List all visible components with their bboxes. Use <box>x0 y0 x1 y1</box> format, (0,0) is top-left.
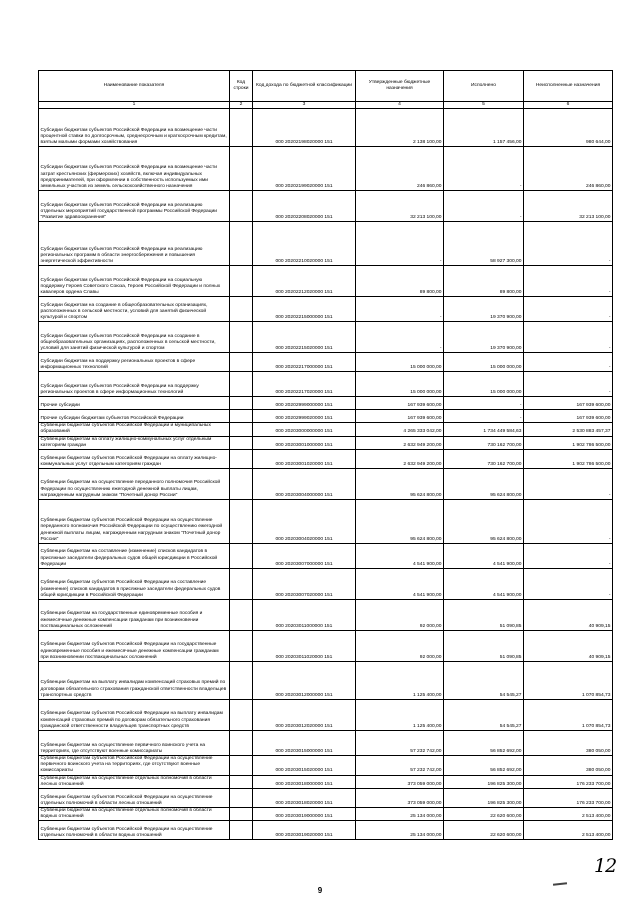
table-row <box>39 500 613 544</box>
row-income-code: 000 20202210020000 151 <box>253 222 356 266</box>
row-unexecuted: 980 644,00 <box>524 109 613 147</box>
table-row <box>39 631 613 662</box>
row-income-code: 000 20202217020000 151 <box>253 372 356 397</box>
row-unexecuted: - <box>524 353 613 372</box>
header-income-code: Код дохода по бюджетной классификации <box>253 71 356 102</box>
table-row <box>39 109 613 147</box>
row-executed: 730 162 700,00 <box>444 450 524 469</box>
table-row <box>39 450 613 469</box>
row-unexecuted: 2 513 400,00 <box>524 821 613 840</box>
table-row <box>39 700 613 731</box>
row-income-code: 000 20203011000000 151 <box>253 600 356 631</box>
row-executed: 95 624 800,00 <box>444 469 524 500</box>
table-row <box>39 808 613 821</box>
row-unexecuted: 1 070 854,73 <box>524 662 613 700</box>
row-name: Субвенции бюджетам субъектов Российской Федерации на выплату инвалидам компенсаций страховых премий по договорам обязательного страхования гражданской ответственности владельцев транспортных средств <box>39 700 230 731</box>
row-name: Субвенции бюджетам субъектов Российской Федерации на оплату жилищно-коммунальных услуг отдельным категориям граждан <box>39 450 230 469</box>
header-unexecuted: Неисполненные назначения <box>524 71 613 102</box>
row-income-code: 000 20203012000000 151 <box>253 662 356 700</box>
row-approved: 167 939 600,00 <box>356 397 444 410</box>
row-executed: 56 852 692,00 <box>444 731 524 756</box>
row-line-code <box>230 266 253 297</box>
row-line-code <box>230 756 253 776</box>
row-name: Субвенции бюджетам на государственные единовременные пособия и ежемесячные денежные компенсации гражданам при возникновении поствакцинальных осложнений <box>39 600 230 631</box>
column-number: 1 <box>39 102 230 109</box>
row-unexecuted: 40 909,15 <box>524 631 613 662</box>
row-executed: 15 000 000,00 <box>444 372 524 397</box>
row-line-code <box>230 109 253 147</box>
row-line-code <box>230 789 253 808</box>
row-income-code: 000 20202217000000 151 <box>253 353 356 372</box>
row-line-code <box>230 397 253 410</box>
header-line-code: Код строки <box>230 71 253 102</box>
row-income-code: 000 20203019000000 151 <box>253 808 356 821</box>
row-income-code: 000 20202212020000 151 <box>253 266 356 297</box>
table-row <box>39 266 613 297</box>
row-name: Субвенции бюджетам субъектов Российской Федерации на осуществление отдельных полномочий в области лесных отношений <box>39 789 230 808</box>
row-executed: 51 090,85 <box>444 631 524 662</box>
row-approved: 373 059 000,00 <box>356 775 444 788</box>
row-income-code: 000 20203001000000 151 <box>253 436 356 449</box>
column-number-row <box>39 102 613 109</box>
row-name: Субсидии бюджетам субъектов Российской Федерации на социальную поддержку Героев Советского Союза, Героев Российской Федерации и полных кавалеров ордена Славы <box>39 266 230 297</box>
column-number: 5 <box>444 102 524 109</box>
row-name: Субвенции бюджетам субъектов Российской Федерации и муниципальных образований <box>39 423 230 436</box>
row-name: Субвенции бюджетам субъектов Российской Федерации на осуществление отдельных полномочий в области водных отношений <box>39 821 230 840</box>
row-approved: 4 541 900,00 <box>356 569 444 600</box>
row-executed: - <box>444 147 524 191</box>
row-executed: 4 541 900,00 <box>444 544 524 569</box>
table-row <box>39 569 613 600</box>
table-row <box>39 436 613 449</box>
row-unexecuted: 40 909,15 <box>524 600 613 631</box>
row-line-code <box>230 600 253 631</box>
row-income-code: 000 20203015000000 151 <box>253 731 356 756</box>
row-approved: 95 624 800,00 <box>356 469 444 500</box>
row-income-code: 000 20202215000000 151 <box>253 297 356 322</box>
row-name: Субсидии бюджетам субъектов Российской Федерации на поддержку региональных проектов в сфере информационных технологий <box>39 372 230 397</box>
row-unexecuted: 32 213 100,00 <box>524 191 613 222</box>
row-executed: 54 545,27 <box>444 700 524 731</box>
table-row <box>39 297 613 322</box>
row-line-code <box>230 353 253 372</box>
table-row <box>39 469 613 500</box>
row-executed: 196 825 300,00 <box>444 789 524 808</box>
row-income-code: 000 20203018000000 151 <box>253 775 356 788</box>
row-unexecuted: - <box>524 544 613 569</box>
column-number: 6 <box>524 102 613 109</box>
row-income-code: 000 20203001020000 151 <box>253 450 356 469</box>
row-executed: 730 162 700,00 <box>444 436 524 449</box>
row-unexecuted: 176 233 700,00 <box>524 789 613 808</box>
row-line-code <box>230 631 253 662</box>
row-executed: 58 927 300,00 <box>444 222 524 266</box>
row-line-code <box>230 775 253 788</box>
row-approved: 2 632 949 200,00 <box>356 450 444 469</box>
row-unexecuted: 1 902 786 500,00 <box>524 436 613 449</box>
row-executed: 89 800,00 <box>444 266 524 297</box>
row-unexecuted: - <box>524 469 613 500</box>
row-line-code <box>230 372 253 397</box>
row-unexecuted: 1 070 854,73 <box>524 700 613 731</box>
row-line-code <box>230 436 253 449</box>
row-executed: 4 541 900,00 <box>444 569 524 600</box>
row-income-code: 000 20203007000000 151 <box>253 544 356 569</box>
row-executed: 95 624 800,00 <box>444 500 524 544</box>
row-line-code <box>230 222 253 266</box>
row-approved: 15 000 000,00 <box>356 372 444 397</box>
row-name: Субсидии бюджетам субъектов Российской Федерации на возмещение части процентной ставки по долгосрочным, среднесрочным и краткосрочным кредитам, взятым малыми формами хозяйствования <box>39 109 230 147</box>
row-line-code <box>230 410 253 423</box>
row-line-code <box>230 423 253 436</box>
row-income-code: 000 20203019020000 151 <box>253 821 356 840</box>
row-executed: 22 620 600,00 <box>444 808 524 821</box>
table-row <box>39 775 613 788</box>
table-body <box>39 109 613 840</box>
row-approved: - <box>356 322 444 353</box>
row-approved: 2 138 100,00 <box>356 109 444 147</box>
row-unexecuted: 1 902 786 500,00 <box>524 450 613 469</box>
budget-income-table <box>38 70 613 840</box>
row-name: Субвенции бюджетам на оплату жилищно-коммунальных услуг отдельным категориям граждан <box>39 436 230 449</box>
row-unexecuted: 167 939 600,00 <box>524 410 613 423</box>
table-row <box>39 191 613 222</box>
row-line-code <box>230 500 253 544</box>
row-executed: 19 370 900,00 <box>444 322 524 353</box>
table-row <box>39 353 613 372</box>
table-row <box>39 731 613 756</box>
row-name: Субвенции бюджетам субъектов Российской Федерации на составление (изменение) списков кандидатов в присяжные заседатели федеральных судов общей юрисдикции в Российской Федерации <box>39 569 230 600</box>
row-executed: - <box>444 410 524 423</box>
row-approved: 92 000,00 <box>356 631 444 662</box>
row-unexecuted: 2 513 400,00 <box>524 808 613 821</box>
row-name: Субвенции бюджетам субъектов Российской Федерации на осуществление переданного полномочия Российской Федерации по осуществлению ежегодной денежной выплаты лицам, награжденным нагрудным знаком "Почетный донор России" <box>39 500 230 544</box>
table-row <box>39 600 613 631</box>
row-executed: - <box>444 397 524 410</box>
row-approved: 246 860,00 <box>356 147 444 191</box>
row-line-code <box>230 322 253 353</box>
table-row <box>39 222 613 266</box>
row-approved: - <box>356 297 444 322</box>
row-approved: 25 134 000,00 <box>356 808 444 821</box>
header-name: Наименование показателя <box>39 71 230 102</box>
row-income-code: 000 20203000000000 151 <box>253 423 356 436</box>
row-approved: 1 125 400,00 <box>356 700 444 731</box>
row-unexecuted: - <box>524 372 613 397</box>
row-line-code <box>230 731 253 756</box>
table-row <box>39 756 613 776</box>
row-name: Субвенции бюджетам на составление (изменение) списков кандидатов в присяжные заседатели федеральных судов общей юрисдикции в Российской Федерации <box>39 544 230 569</box>
row-name: Субвенции бюджетам субъектов Российской Федерации на осуществление первичного воинского учета на территориях, где отсутствуют военные комиссариаты <box>39 756 230 776</box>
row-line-code <box>230 450 253 469</box>
row-unexecuted: 167 939 600,00 <box>524 397 613 410</box>
row-executed: 1 734 449 584,63 <box>444 423 524 436</box>
row-name: Субсидии бюджетам субъектов Российской Федерации на возмещение части затрат крестьянских (фермерских) хозяйств, включая индивидуальных предпринимателей, при оформлении в собственность используемых ими земельных участков из земель сельскохозяйственного назначения <box>39 147 230 191</box>
row-income-code: 000 20202215020000 151 <box>253 322 356 353</box>
row-executed: 1 157 456,00 <box>444 109 524 147</box>
row-income-code: 000 20203004000000 151 <box>253 469 356 500</box>
row-income-code: 000 20203007020000 151 <box>253 569 356 600</box>
header-executed: Исполнено <box>444 71 524 102</box>
row-line-code <box>230 191 253 222</box>
row-unexecuted: - <box>524 222 613 266</box>
row-approved: 57 232 742,00 <box>356 731 444 756</box>
row-line-code <box>230 544 253 569</box>
row-income-code: 000 20203015020000 151 <box>253 756 356 776</box>
column-number: 3 <box>253 102 356 109</box>
table-header-row <box>39 71 613 102</box>
row-income-code: 000 20203018020000 151 <box>253 789 356 808</box>
row-unexecuted: - <box>524 322 613 353</box>
row-line-code <box>230 662 253 700</box>
header-approved: Утвержденные бюджетные назначения <box>356 71 444 102</box>
row-name: Субвенции бюджетам на осуществление отдельных полномочий в области водных отношений <box>39 808 230 821</box>
row-name: Субсидии бюджетам на поддержку региональных проектов в сфере информационных технологий <box>39 353 230 372</box>
row-unexecuted: 176 233 700,00 <box>524 775 613 788</box>
row-unexecuted: 380 050,00 <box>524 731 613 756</box>
row-approved: 95 624 800,00 <box>356 500 444 544</box>
row-name: Субвенции бюджетам на осуществление переданного полномочия Российской Федерации по осуществлению ежегодной денежной выплаты лицам, награжденным нагрудным знаком "Почетный донор России" <box>39 469 230 500</box>
row-income-code: 000 20202198020000 151 <box>253 109 356 147</box>
row-income-code: 000 20202208020000 151 <box>253 191 356 222</box>
row-unexecuted: 380 050,00 <box>524 756 613 776</box>
row-unexecuted: - <box>524 569 613 600</box>
row-name: Прочие субсидии бюджетам субъектов Российской Федерации <box>39 410 230 423</box>
row-approved: 167 939 600,00 <box>356 410 444 423</box>
page-number: 9 <box>317 886 323 895</box>
row-unexecuted: - <box>524 266 613 297</box>
row-name: Субсидии бюджетам субъектов Российской Федерации на реализацию региональных программ в области энергосбережения и повышения энергетической эффективности <box>39 222 230 266</box>
table-row <box>39 789 613 808</box>
row-approved: 2 632 949 200,00 <box>356 436 444 449</box>
row-income-code: 000 20203012020000 151 <box>253 700 356 731</box>
table-row <box>39 147 613 191</box>
row-name: Субсидии бюджетам субъектов Российской Федерации на создание в общеобразовательных организациях, расположенных в сельской местности, условий для занятий физической культурой и спортом <box>39 322 230 353</box>
budget-report-sheet <box>38 70 612 840</box>
row-unexecuted: - <box>524 297 613 322</box>
row-income-code: 000 20203011020000 151 <box>253 631 356 662</box>
table-row <box>39 423 613 436</box>
row-line-code <box>230 469 253 500</box>
row-name: Субвенции бюджетам на осуществление первичного воинского учета на территориях, где отсутствуют военные комиссариаты <box>39 731 230 756</box>
row-income-code: 000 20202999020000 151 <box>253 410 356 423</box>
row-line-code <box>230 821 253 840</box>
row-unexecuted: 246 860,00 <box>524 147 613 191</box>
row-executed: 54 545,27 <box>444 662 524 700</box>
row-executed: 56 852 692,00 <box>444 756 524 776</box>
row-executed: 51 090,85 <box>444 600 524 631</box>
table-row <box>39 322 613 353</box>
table-row <box>39 397 613 410</box>
row-approved: 373 059 000,00 <box>356 789 444 808</box>
row-approved: 92 000,00 <box>356 600 444 631</box>
table-row <box>39 372 613 397</box>
row-executed: 196 825 300,00 <box>444 775 524 788</box>
row-line-code <box>230 147 253 191</box>
row-approved: 25 134 000,00 <box>356 821 444 840</box>
row-approved: 57 232 742,00 <box>356 756 444 776</box>
table-row <box>39 662 613 700</box>
row-line-code <box>230 700 253 731</box>
row-executed: 19 370 900,00 <box>444 297 524 322</box>
table-row <box>39 544 613 569</box>
row-name: Субвенции бюджетам на осуществление отдельных полномочий в области лесных отношений <box>39 775 230 788</box>
row-income-code: 000 20203004020000 151 <box>253 500 356 544</box>
row-approved: 1 125 400,00 <box>356 662 444 700</box>
column-number: 4 <box>356 102 444 109</box>
row-approved: 32 213 100,00 <box>356 191 444 222</box>
row-approved: 89 800,00 <box>356 266 444 297</box>
row-unexecuted: - <box>524 500 613 544</box>
row-name: Субсидии бюджетам субъектов Российской Федерации на реализацию отдельных мероприятий государственной программы Российской Федерации "Развитие здравоохранения" <box>39 191 230 222</box>
row-approved: 4 541 900,00 <box>356 544 444 569</box>
row-approved: 15 000 000,00 <box>356 353 444 372</box>
row-name: Прочие субсидии <box>39 397 230 410</box>
row-line-code <box>230 808 253 821</box>
column-number: 2 <box>230 102 253 109</box>
row-line-code <box>230 297 253 322</box>
row-approved: - <box>356 222 444 266</box>
row-name: Субвенции бюджетам на выплату инвалидам компенсаций страховых премий по договорам обязательного страхования гражданской ответственности владельцев транспортных средств <box>39 662 230 700</box>
row-income-code: 000 20202199020000 151 <box>253 147 356 191</box>
row-name: Субсидии бюджетам на создание в общеобразовательных организациях, расположенных в сельской местности, условий для занятий физической культурой и спортом <box>39 297 230 322</box>
row-line-code <box>230 569 253 600</box>
table-row <box>39 410 613 423</box>
row-executed: 22 620 600,00 <box>444 821 524 840</box>
row-executed: 15 000 000,00 <box>444 353 524 372</box>
row-unexecuted: 2 530 883 457,37 <box>524 423 613 436</box>
row-name: Субвенции бюджетам субъектов Российской Федерации на государственные единовременные пособия и ежемесячные денежные компенсации гражданам при возникновении поствакцинальных осложнений <box>39 631 230 662</box>
row-executed: - <box>444 191 524 222</box>
row-income-code: 000 20202999000000 151 <box>253 397 356 410</box>
handwritten-page-mark: 12 <box>594 855 617 877</box>
row-approved: 4 265 333 042,00 <box>356 423 444 436</box>
table-row <box>39 821 613 840</box>
